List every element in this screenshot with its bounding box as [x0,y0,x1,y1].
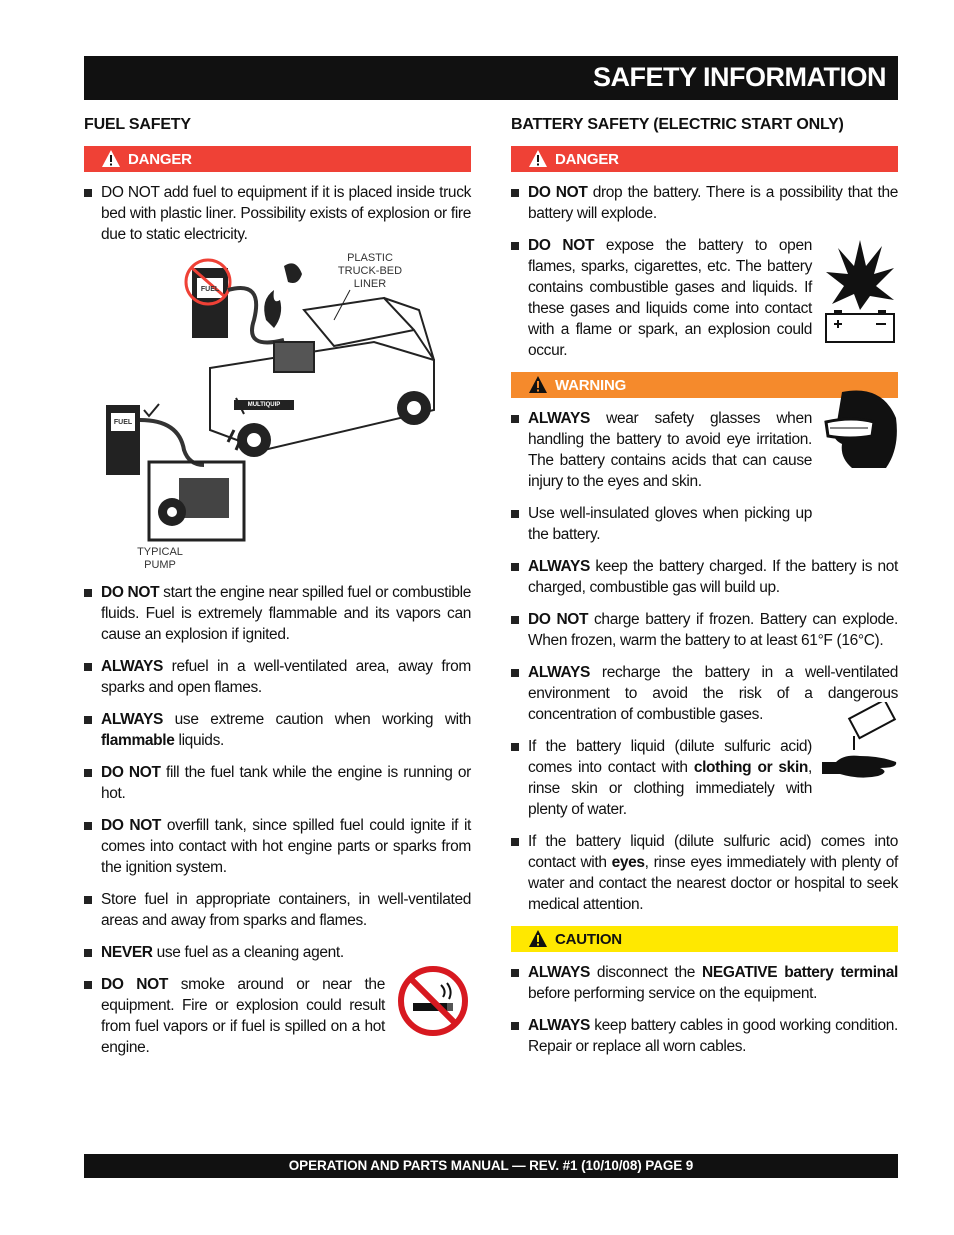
header-bar [84,56,898,100]
label-fuel-sign-bottom: FUEL [113,419,133,426]
list-item: DO NOT smoke around or near the equipment. Fire or explosion could result from fuel vapors or if fuel is spilled on a hot engine. [84,974,385,1058]
danger-label: DANGER [128,151,192,168]
list-item: ALWAYS disconnect the NEGATIVE battery terminal before performing service on the equipment. [511,962,898,1004]
list-item: DO NOT drop the battery. There is a possibility that the battery will explode. [511,182,898,224]
warning-triangle-icon [101,149,121,168]
list-item: Use well-insulated gloves when picking up the battery. [511,503,812,545]
list-item: DO NOT start the engine near spilled fuel or combustible fluids. Fuel is extremely flammable and its vapors can cause an explosion if ignited. [84,582,471,645]
acid-on-hand-icon [820,702,900,782]
section-title-fuel-safety: FUEL SAFETY [84,116,191,133]
battery-explosion-icon [824,238,896,344]
warning-triangle-icon [528,149,548,168]
fuel-safety-column [84,112,471,1069]
caution-label: CAUTION [555,931,622,948]
danger-banner [511,146,898,172]
label-plastic-truck-bed-liner: PLASTIC TRUCK-BED LINER [337,252,403,290]
warning-triangle-icon [528,929,548,948]
list-item: ALWAYS refuel in a well-ventilated area, away from sparks and open flames. [84,656,471,698]
list-item: NEVER use fuel as a cleaning agent. [84,942,471,963]
list-item: DO NOT fill the fuel tank while the engine is running or hot. [84,762,471,804]
footer-bar [84,1154,898,1178]
label-typical-pump: TYPICAL PUMP [137,546,183,571]
label-fuel-sign-top: FUEL [200,286,220,293]
list-item: ALWAYS keep the battery charged. If the battery is not charged, combustible gas will build up. [511,556,898,598]
warning-label: WARNING [555,377,627,394]
safety-glasses-icon [822,388,898,472]
page-title: SAFETY INFORMATION [593,62,886,92]
caution-banner [511,926,898,952]
list-item: If the battery liquid (dilute sulfuric acid) comes into contact with eyes, rinse eyes immediately with plenty of water and contact the nearest doctor or hospital to seek medical attention. [511,831,898,915]
no-smoking-icon [397,965,469,1037]
warning-triangle-icon [528,375,548,394]
danger-label: DANGER [555,151,619,168]
truck-pump-drawing [84,250,471,582]
list-item: DO NOT charge battery if frozen. Battery can explode. When frozen, warm the battery to at least 61°F (16°C). [511,609,898,651]
truck-refuel-illustration [84,250,471,582]
footer-text: OPERATION AND PARTS MANUAL — REV. #1 (10/10/08) PAGE 9 [288,1158,694,1173]
list-item: Store fuel in appropriate containers, in well-ventilated areas and away from sparks and flames. [84,889,471,931]
label-truck-brand: MULTIQUIP [247,402,281,408]
list-item: ALWAYS keep battery cables in good working condition. Repair or replace all worn cables. [511,1015,898,1057]
danger-banner [84,146,471,172]
section-title-battery-safety: BATTERY SAFETY (ELECTRIC START ONLY) [511,116,844,133]
list-item: If the battery liquid (dilute sulfuric acid) comes into contact with clothing or skin, rinse skin or clothing immediately with plenty of water. [511,736,812,820]
list-item: DO NOT overfill tank, since spilled fuel could ignite if it comes into contact with hot engine parts or sparks from the ignition system. [84,815,471,878]
list-item: ALWAYS recharge the battery in a well-ventilated environment to avoid the risk of a dangerous concentration of combustible gases. [511,662,898,725]
list-item: DO NOT expose the battery to open flames, sparks, cigarettes, etc. The battery contains combustible gases and liquids. If these gases and liquids come into contact with a flame or spark, an explosion could occur. [511,235,812,361]
list-item: DO NOT add fuel to equipment if it is placed inside truck bed with plastic liner. Possibility exists of explosion or fire due to static electricity. [84,182,471,245]
list-item: ALWAYS use extreme caution when working with flammable liquids. [84,709,471,751]
list-item: ALWAYS wear safety glasses when handling the battery to avoid eye irritation. The battery contains acids that can cause injury to the eyes and skin. [511,408,812,492]
